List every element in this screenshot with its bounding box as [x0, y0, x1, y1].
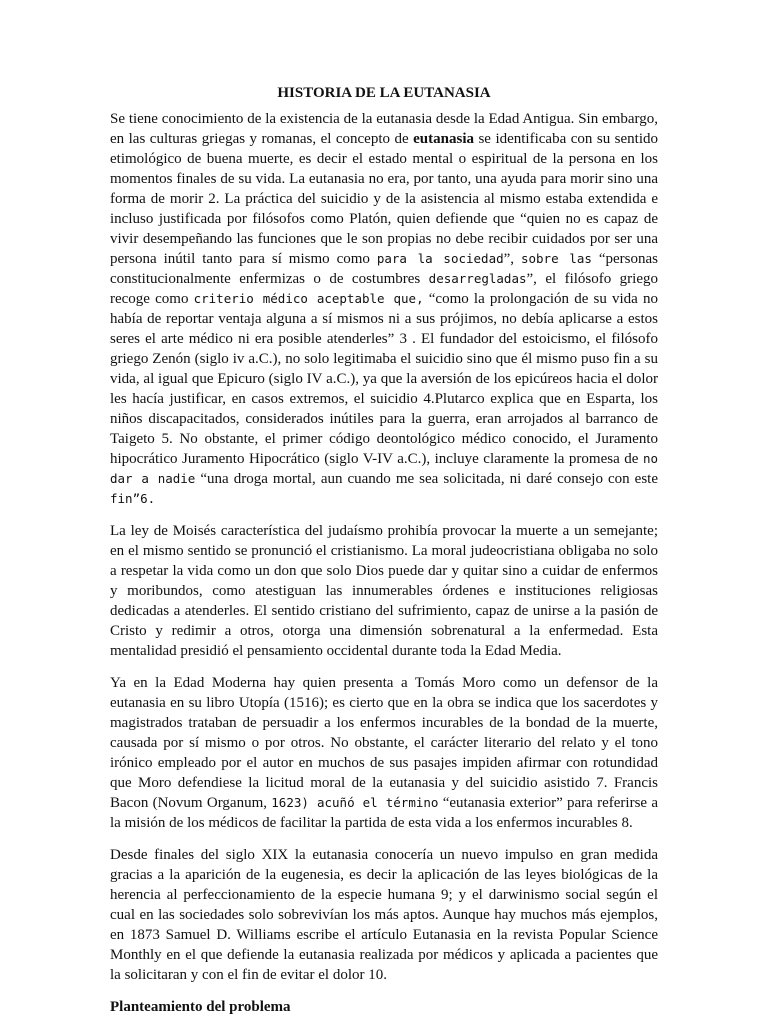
p1-mono-6: fin”6.: [110, 491, 156, 506]
p1-text-b: se identificaba con su sentido etimológico de buena muerte, es decir el estado mental o espiritual de la persona en los momentos finales de su vida. La eutanasia no era, por tanto, una ayuda para morir sino una forma de morir 2. La práctica del suicidio y de la asistencia al mismo estaba extendida e incluso justificada por filósofos como Platón, quien defiende que “quien no es capaz de vivir desempeñando las funciones que le son propias no debe recibir cuidados por ser una persona inútil tanto para sí mismo como: [110, 131, 659, 267]
p1-text-d: “personas constitucionalmente enfermizas o de costumbres: [110, 251, 658, 287]
paragraph-3: [110, 673, 658, 833]
p1-text-e: ”, el filósofo griego recoge como: [110, 271, 658, 307]
document-title: HISTORIA DE LA EUTANASIA: [277, 85, 491, 101]
paragraph-2: La ley de Moisés característica del judaísmo prohibía provocar la muerte a un semejante; en el mismo sentido se pronunció el cristianismo. La moral judeocristiana obligaba no solo a respetar la vida como un don que solo Dios puede dar y quitar sino a cuidar de enfermos y moribundos, como atestiguan las innumerables órdenes e instituciones religiosas dedicadas a atenderles. El sentido cristiano del sufrimiento, capaz de unirse a la pasión de Cristo y redimir a otros, otorga una dimensión sobrenatural a la enfermedad. Esta mentalidad presidió el pensamiento occidental durante toda la Edad Media.: [110, 523, 658, 659]
p1-mono-4: criterio médico aceptable que,: [193, 291, 424, 306]
p3-mono-1: 1623) acuñó el término: [271, 795, 439, 810]
p1-bold-term: eutanasia: [413, 131, 474, 147]
p1-text-f: “como la prolongación de su vida no había de reportar ventaja alguna a sí mismos ni a sus prójimos, no debía aplicarse a estos seres el arte médico ni era posible atenderles” 3 . El fundador del estoicismo, el filósofo griego Zenón (siglo iv a.C.), no solo legitimaba el suicidio sino que él mismo puso fin a su vida, al igual que Epicuro (siglo IV a.C.), ya que la aversión de los epicúreos hacia el dolor les hacía justificar, en casos extremos, el suicidio 4.Plutarco explica que en Esparta, los niños discapacitados, considerados inútiles para la guerra, eran arrojados al barranco de Taigeto 5. No obstante, el primer código deontológico médico conocido, el Juramento hipocrático Juramento Hipocrático (siglo V-IV a.C.), incluye claramente la promesa de: [110, 291, 658, 467]
p1-text-c: ”,: [503, 251, 521, 267]
p1-mono-5: no dar a nadie: [110, 451, 658, 486]
paragraph-4: Desde finales del siglo XIX la eutanasia conocería un nuevo impulso en gran medida gracias a la aparición de la eugenesia, es decir la aplicación de las leyes biológicas de la herencia al perfeccionamiento de la especie humana 9; y el darwinismo social según el cual en las sociedades solo sobrevivían los más aptos. Aunque hay muchos más ejemplos, en 1873 Samuel D. Williams escribe el artículo Eutanasia en la revista Popular Science Monthly en el que defiende la eutanasia realizada por médicos y aplicada a pacientes que la solicitaran y con el fin de evitar el dolor 10.: [110, 847, 658, 983]
p1-text-a: Se tiene conocimiento de la existencia de la eutanasia desde la Edad Antigua. Sin embargo, en las culturas griegas y romanas, el concepto de: [110, 111, 658, 147]
p1-mono-2: sobre las: [520, 251, 592, 266]
section-heading: Planteamiento del problema: [110, 999, 291, 1015]
p1-mono-3: desarregladas: [428, 271, 527, 286]
p3-text-b: “eutanasia exterior” para referirse a la misión de los médicos de facilitar la partida de esta vida a los enfermos incurables 8.: [110, 795, 659, 831]
p3-text-a: Ya en la Edad Moderna hay quien presenta a Tomás Moro como un defensor de la eutanasia en su libro Utopía (1516); es cierto que en la obra se indica que los sacerdotes y magistrados trataban de persuadir a los enfermos incurables de la bondad de la muerte, causada por sí mismo o por otros. No obstante, el carácter literario del relato y el tono irónico empleado por el autor en muchos de sus pasajes impiden afirmar con rotundidad que Moro defendiese la licitud moral de la eutanasia y del suicidio asistido 7. Francis Bacon (Novum Organum,: [110, 675, 658, 811]
p1-text-g: “una droga mortal, aun cuando me sea solicitada, ni daré consejo con este: [195, 471, 658, 487]
p1-mono-1: para la sociedad: [376, 251, 504, 266]
paragraph-1: [110, 109, 658, 509]
